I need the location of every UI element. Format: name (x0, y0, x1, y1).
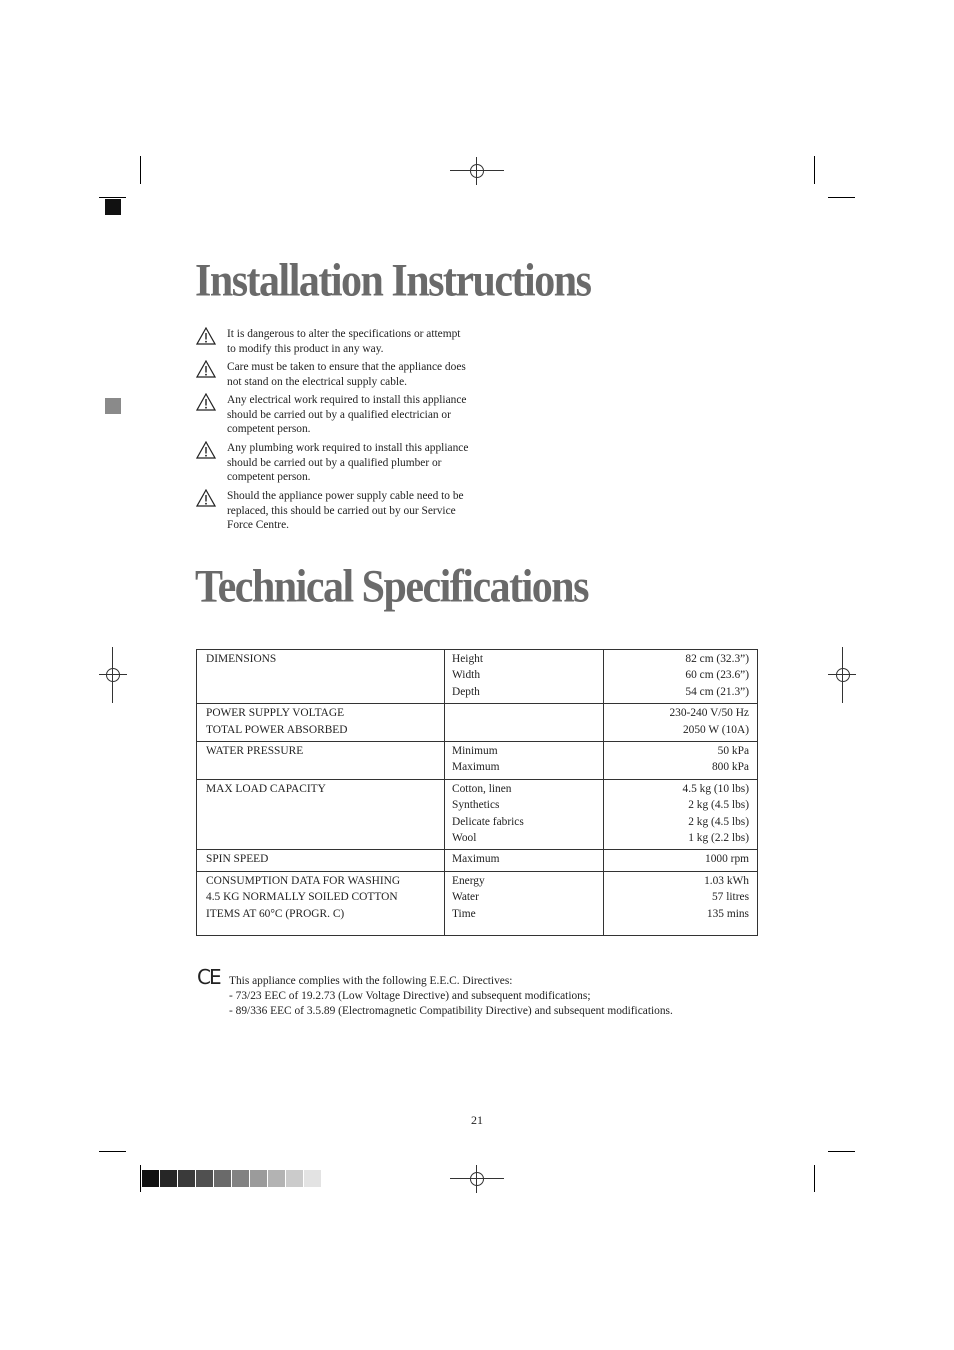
spec-parameter: Width (452, 669, 481, 682)
ce-mark-icon: CE (197, 965, 220, 989)
warning-triangle-icon (196, 441, 216, 459)
color-swatch (286, 1170, 303, 1187)
color-swatch (232, 1170, 249, 1187)
warning-text: Should the appliance power supply cable need to be replaced, this should be carried out by our Service Force Centre. (227, 490, 464, 532)
spec-value: 82 cm (32.3”) (685, 653, 749, 665)
spec-label: CONSUMPTION DATA FOR WASHING (206, 874, 401, 887)
spec-label: POWER SUPPLY VOLTAGE (206, 707, 345, 720)
spec-value-cell (604, 871, 758, 935)
spec-label: MAX LOAD CAPACITY (206, 782, 326, 795)
spec-parameter: Water (452, 891, 479, 904)
spec-parameter-cell (445, 779, 604, 850)
spec-value: 4.5 kg (10 lbs) (682, 782, 749, 795)
installation-heading: Installation Instructions (195, 255, 591, 307)
spec-value: 2 kg (4.5 lbs) (688, 815, 749, 828)
compliance-intro: This appliance complies with the following E.E.C. Directives: (229, 975, 513, 987)
spec-label-cell (197, 742, 445, 780)
spec-parameter: Maximum (452, 853, 500, 866)
spec-parameter-cell (445, 871, 604, 935)
color-swatch (214, 1170, 231, 1187)
spec-value: 54 cm (21.3”) (685, 685, 749, 698)
color-swatch (268, 1170, 285, 1187)
spec-parameter: Wool (452, 832, 477, 845)
crop-mark (828, 1151, 855, 1152)
spec-value: 60 cm (23.6”) (685, 669, 749, 682)
spec-row (197, 650, 758, 704)
spec-value-cell (604, 650, 758, 704)
spec-label-cell (197, 704, 445, 742)
color-swatch (196, 1170, 213, 1187)
color-swatch (142, 1170, 159, 1187)
spec-parameter-cell (445, 742, 604, 780)
spec-value: 1 kg (2.2 lbs) (688, 832, 749, 845)
spec-value-cell (604, 779, 758, 850)
spec-parameter: Maximum (452, 761, 500, 774)
color-swatch (178, 1170, 195, 1187)
registration-mark-right (828, 647, 856, 703)
spec-row (197, 871, 758, 935)
spec-label: 4.5 KG NORMALLY SOILED COTTON (206, 891, 398, 904)
crop-mark (99, 197, 126, 198)
spec-label: TOTAL POWER ABSORBED (206, 723, 348, 736)
warning-text: Care must be taken to ensure that the appliance does not stand on the electrical supply cable. (227, 361, 466, 388)
crop-mark (140, 1165, 141, 1192)
warning-triangle-icon (196, 489, 216, 507)
spec-value: 57 litres (711, 891, 749, 904)
spec-value: 2050 W (10A) (682, 723, 749, 736)
spec-value: 1.03 kWh (704, 874, 749, 887)
spec-label: SPIN SPEED (206, 853, 269, 866)
spec-row (197, 704, 758, 742)
warning-text: Any plumbing work required to install this appliance should be carried out by a qualified plumber or competent person. (227, 442, 469, 484)
color-swatch (250, 1170, 267, 1187)
spec-value: 1000 rpm (705, 853, 749, 866)
spec-parameter: Depth (452, 685, 480, 698)
color-swatch (160, 1170, 177, 1187)
spec-parameter: Energy (452, 874, 485, 887)
specifications-heading: Technical Specifications (195, 561, 588, 613)
warning-text: It is dangerous to alter the specifications or attempt to modify this product in any way. (227, 328, 461, 355)
spec-label: WATER PRESSURE (206, 745, 304, 758)
warning-triangle-icon (196, 327, 216, 345)
spec-parameter-cell (445, 650, 604, 704)
warning-triangle-icon (196, 393, 216, 411)
specifications-table (196, 649, 758, 936)
spec-row (197, 779, 758, 850)
spec-parameter-cell (445, 704, 604, 742)
spec-parameter: Time (452, 907, 476, 920)
spec-label-cell (197, 850, 445, 871)
spec-row (197, 850, 758, 871)
spec-value: 2 kg (4.5 lbs) (688, 799, 749, 812)
spec-label-cell (197, 650, 445, 704)
spec-parameter: Synthetics (452, 799, 500, 812)
spec-parameter-cell (445, 850, 604, 871)
page-number: 21 (471, 1113, 483, 1127)
spec-parameter: Height (452, 653, 484, 665)
spec-label: DIMENSIONS (206, 653, 277, 665)
spec-value: 230-240 V/50 Hz (669, 707, 749, 720)
warning-triangle-icon (196, 360, 216, 378)
section-marker-square (105, 199, 121, 215)
compliance-item: - 73/23 EEC of 19.2.73 (Low Voltage Directive) and subsequent modifications; (229, 990, 591, 1002)
spec-value: 800 kPa (711, 761, 749, 774)
crop-mark (99, 1151, 126, 1152)
spec-label: ITEMS AT 60°C (PROGR. C) (206, 907, 345, 920)
crop-mark (814, 1165, 815, 1192)
compliance-item: - 89/336 EEC of 3.5.89 (Electromagnetic Compatibility Directive) and subsequent modifications. (229, 1005, 673, 1017)
spec-value-cell (604, 850, 758, 871)
registration-mark-top (450, 157, 504, 185)
spec-value: 50 kPa (717, 745, 749, 758)
spec-parameter: Cotton, linen (452, 782, 512, 795)
warning-text: Any electrical work required to install this appliance should be carried out by a qualified electrician or competent person. (227, 394, 467, 436)
color-swatch (304, 1170, 321, 1187)
spec-parameter: Minimum (452, 745, 498, 758)
spec-value-cell (604, 742, 758, 780)
spec-label-cell (197, 871, 445, 935)
registration-mark-bottom (450, 1165, 504, 1193)
compliance-text (229, 974, 673, 1019)
registration-mark-left (99, 647, 127, 703)
crop-mark (140, 156, 141, 184)
spec-parameter: Delicate fabrics (452, 815, 524, 828)
spec-value: 135 mins (706, 907, 749, 920)
spec-label-cell (197, 779, 445, 850)
crop-mark (828, 197, 855, 198)
crop-mark (814, 156, 815, 184)
spec-row (197, 742, 758, 780)
spec-value-cell (604, 704, 758, 742)
section-marker-square (105, 398, 121, 414)
